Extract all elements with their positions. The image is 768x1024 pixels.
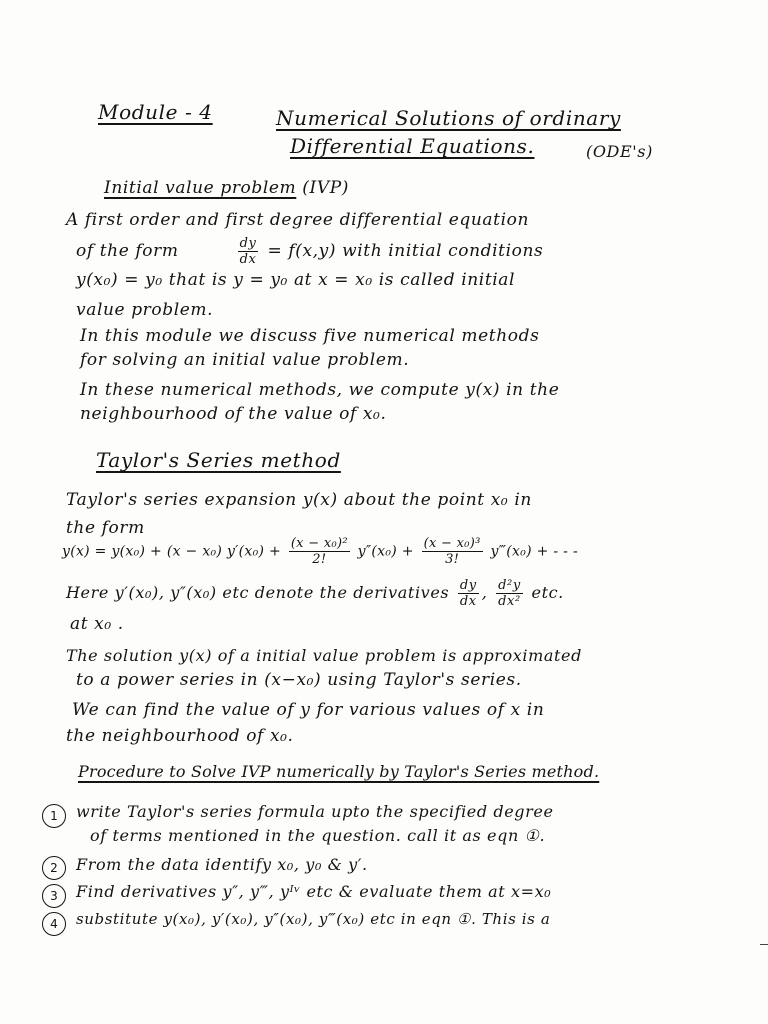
fraction-denominator: 2! [312, 552, 327, 567]
taylor-heading: Taylor's Series method [96, 448, 341, 472]
taylor-line-1: Taylor's series expansion y(x) about the point x₀ in [66, 490, 532, 510]
third-order-fraction [422, 536, 483, 567]
equation-part-c: y‴(x₀) + - - - [490, 543, 578, 560]
step-2-line-1: From the data identify x₀, y₀ & y′. [76, 855, 368, 874]
ivp-line-2b: = f(x,y) with initial conditions [267, 241, 544, 261]
equation-part-b: y″(x₀) + [357, 543, 414, 560]
fraction-denominator: dx [459, 594, 477, 609]
fraction-numerator: dy [239, 236, 257, 251]
second-derivative-fraction [496, 578, 523, 609]
ivp-line-2 [76, 236, 543, 267]
derivatives-text: Here y′(x₀), y″(x₀) etc denote the derivatives [66, 583, 450, 602]
ivp-line-3: y(x₀) = y₀ that is y = y₀ at x = x₀ is called initial [76, 270, 516, 290]
ivp-line-7: In these numerical methods, we compute y(x) in the [80, 380, 560, 400]
equation-part-a: y(x) = y(x₀) + (x − x₀) y′(x₀) + [62, 543, 282, 560]
solution-line-1: The solution y(x) of a initial value problem is approximated [66, 646, 582, 665]
step-1-line-1: write Taylor's series formula upto the specified degree [76, 802, 554, 821]
first-derivative-fraction [458, 578, 479, 609]
ivp-line-5: In this module we discuss five numerical methods [80, 326, 540, 346]
ivp-heading-row [104, 178, 349, 198]
taylor-line-2: the form [66, 518, 145, 538]
ivp-line-1: A first order and first degree differential equation [66, 210, 530, 230]
solution-line-4: the neighbourhood of x₀. [66, 726, 294, 746]
fraction-denominator: 3! [445, 552, 460, 567]
step-number-1: 1 [42, 804, 66, 828]
module-label: Module - 4 [98, 100, 213, 124]
step-3-line-1: Find derivatives y″, y‴, yᴵᵛ etc & evaluate them at x=x₀ [76, 882, 552, 901]
fraction-denominator: dx [239, 252, 257, 267]
ivp-line-8: neighbourhood of the value of x₀. [80, 404, 387, 424]
ivp-heading: Initial value problem [104, 178, 297, 198]
derivatives-etc: etc. [531, 583, 564, 602]
page-title-abbrev: (ODE's) [586, 142, 653, 161]
taylor-series-equation [62, 536, 578, 567]
dy-dx-fraction [238, 236, 259, 267]
second-order-fraction [289, 536, 350, 567]
step-number-3: 3 [42, 884, 66, 908]
at-x0-line: at x₀ . [70, 614, 124, 634]
page-title-line2: Differential Equations. [290, 134, 535, 158]
fraction-numerator: (x − x₀)³ [423, 536, 481, 551]
ivp-line-4: value problem. [76, 300, 214, 320]
derivatives-line: Here y′(x₀), y″(x₀) etc denote the derivatives $\frac{dy}{dx}$ , $\frac{\text{d²y}}{\text{dx²}}$ etc. [66, 578, 564, 609]
step-4-line-1: substitute y(x₀), y′(x₀), y″(x₀), y‴(x₀) etc in eqn ①. This is a [76, 910, 551, 928]
fraction-numerator: (x − x₀)² [290, 536, 348, 551]
solution-line-3: We can find the value of y for various values of x in [72, 700, 545, 720]
ivp-heading-abbrev: (IVP) [302, 178, 349, 198]
step-number-2: 2 [42, 856, 66, 880]
page-edge-mark [760, 944, 768, 945]
fraction-numerator: d²y [498, 578, 521, 593]
step-number-4: 4 [42, 912, 66, 936]
solution-line-2: to a power series in (x−x₀) using Taylor's series. [76, 670, 522, 690]
step-1-line-2: of terms mentioned in the question. call it as eqn ①. [90, 826, 546, 845]
ivp-line-2a: of the form [76, 241, 179, 261]
fraction-numerator: dy [459, 578, 477, 593]
procedure-heading: Procedure to Solve IVP numerically by Taylor's Series method. [78, 762, 600, 781]
page-title-line1: Numerical Solutions of ordinary [276, 106, 621, 130]
ivp-line-6: for solving an initial value problem. [80, 350, 410, 370]
fraction-denominator: dx² [498, 594, 521, 609]
